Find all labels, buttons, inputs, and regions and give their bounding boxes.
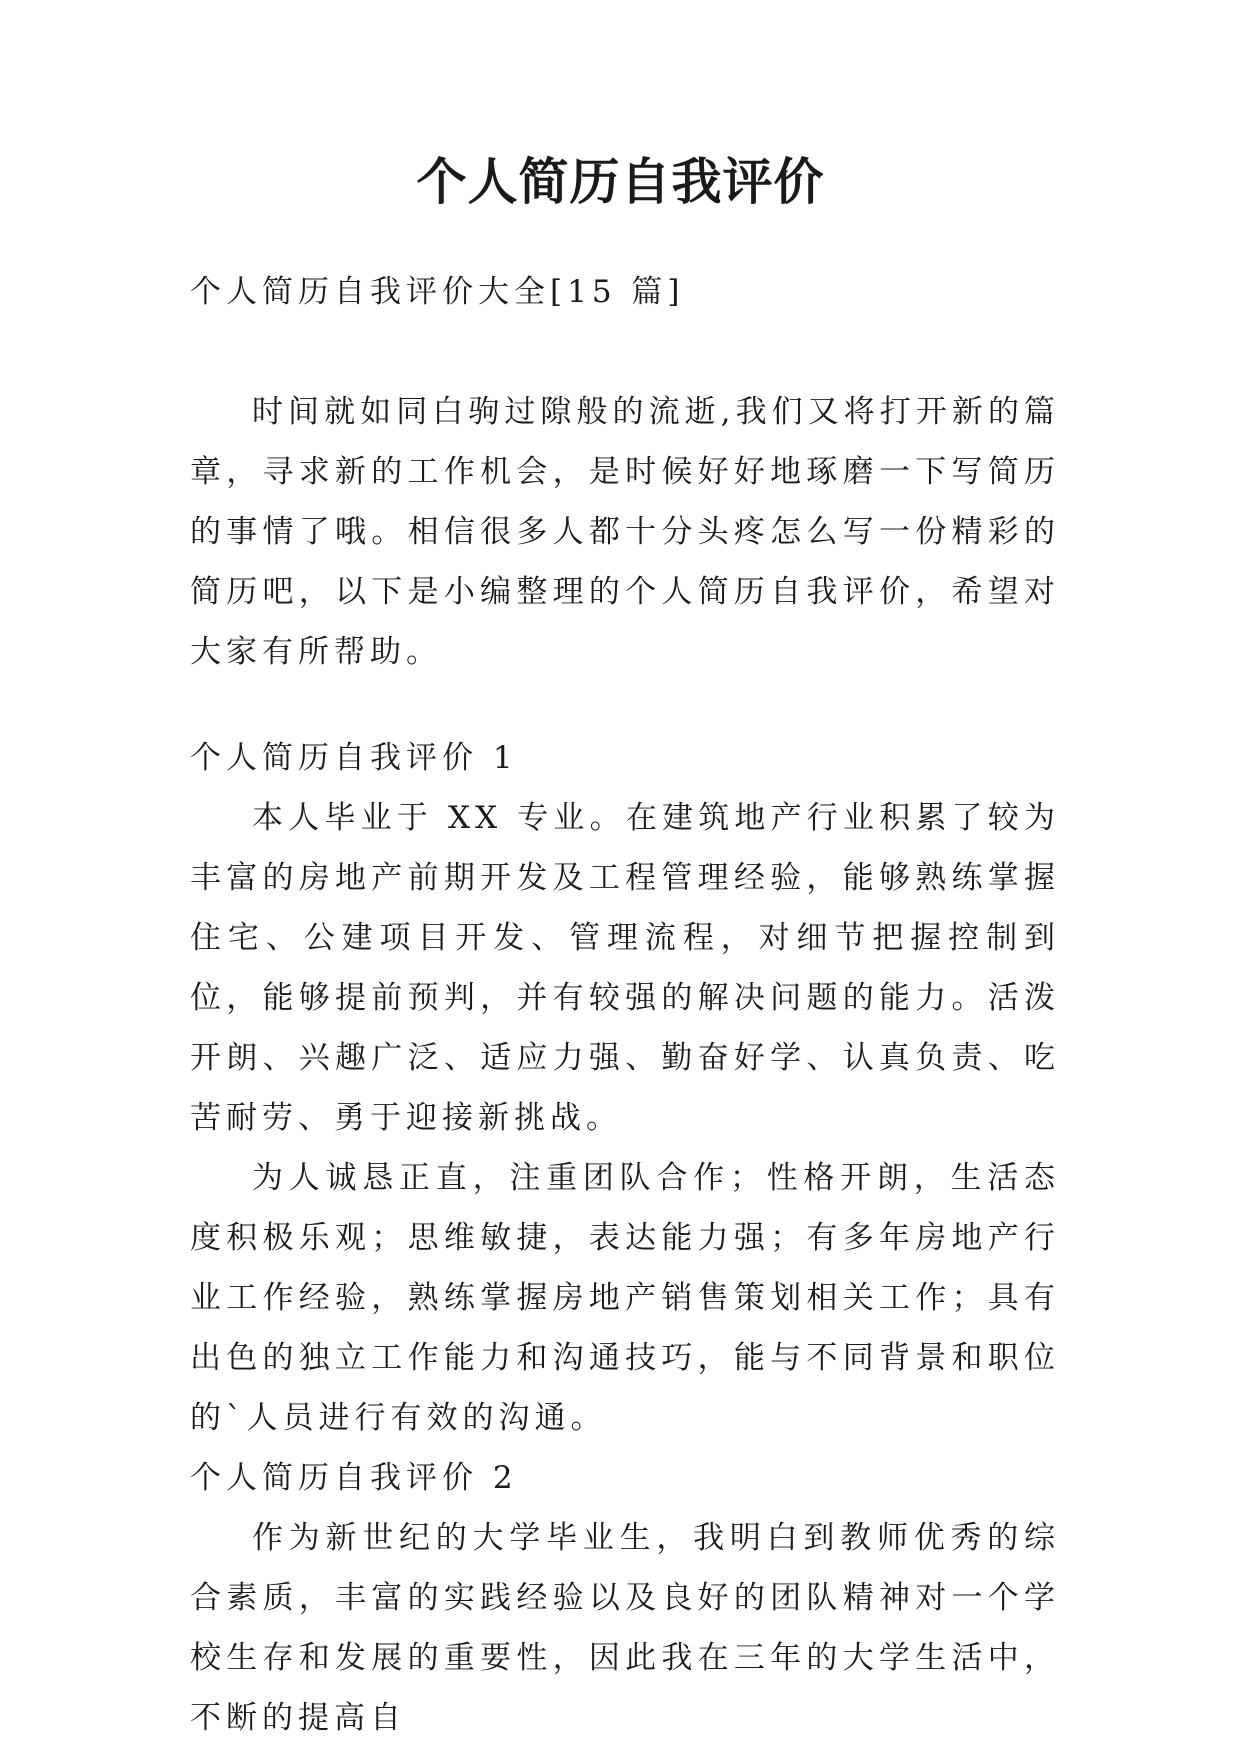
section-1-paragraph-2: 为人诚恳正直，注重团队合作；性格开朗，生活态度积极乐观；思维敏捷，表达能力强；有多年房地产行业工作经验，熟练掌握房地产销售策划相关工作；具有出色的独立工作能力和沟通技巧，能与不同背景和职位的`人员进行有效的沟通。 [190,1160,1060,1436]
section-heading-1: 个人简历自我评价 1 [190,740,518,776]
intro-paragraph: 时间就如同白驹过隙般的流逝,我们又将打开新的篇章，寻求新的工作机会，是时候好好地琢磨一下写简历的事情了哦。相信很多人都十分头疼怎么写一份精彩的简历吧，以下是小编整理的个人简历自我评价，希望对大家有所帮助。 [190,394,1060,670]
document-subtitle: 个人简历自我评价大全[15 篇] [190,274,685,310]
document-title: 个人简历自我评价 [416,152,825,211]
section-2-paragraph-1: 作为新世纪的大学毕业生，我明白到教师优秀的综合素质，丰富的实践经验以及良好的团队精神对一个学校生存和发展的重要性，因此我在三年的大学生活中，不断的提高自 [190,1520,1060,1736]
section-heading-2: 个人简历自我评价 2 [190,1460,518,1496]
document-body [190,262,1060,1748]
section-1-paragraph-1: 本人毕业于 XX 专业。在建筑地产行业积累了较为丰富的房地产前期开发及工程管理经验，能够熟练掌握住宅、公建项目开发、管理流程，对细节把握控制到位，能够提前预判，并有较强的解决问题的能力。活泼开朗、兴趣广泛、适应力强、勤奋好学、认真负责、吃苦耐劳、勇于迎接新挑战。 [190,800,1060,1136]
